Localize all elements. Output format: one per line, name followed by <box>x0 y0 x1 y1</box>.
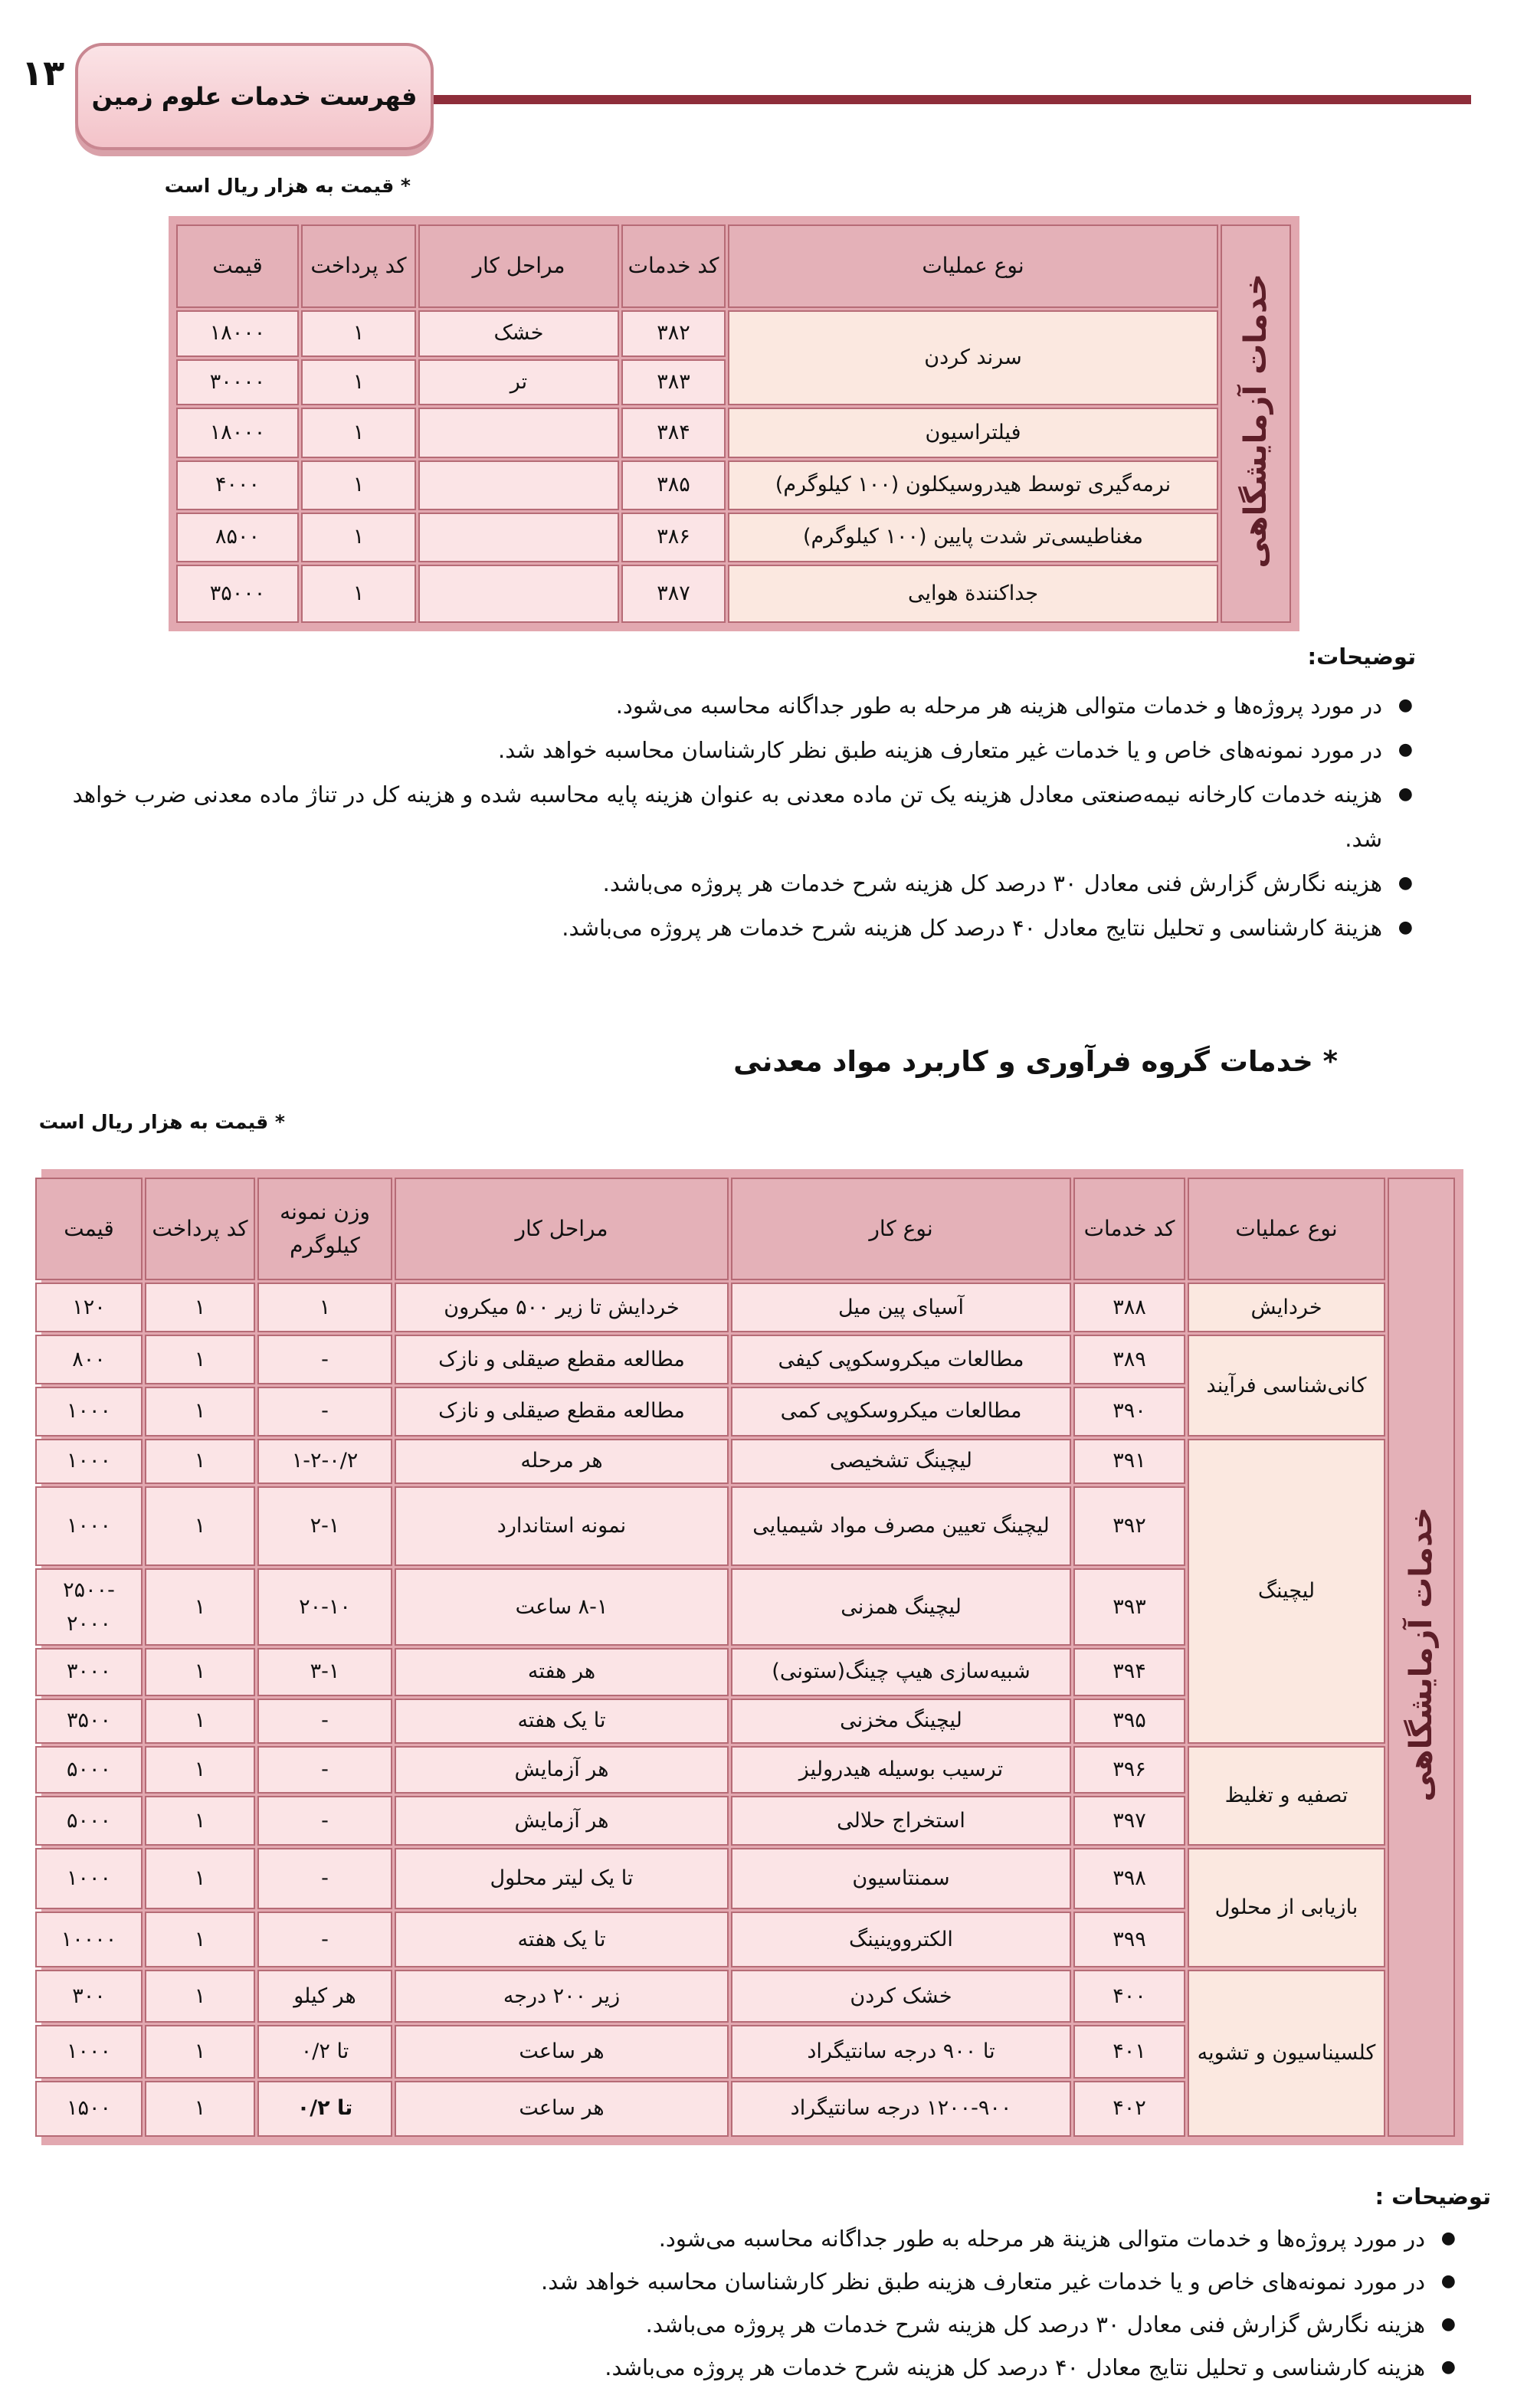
header-rule <box>429 95 1471 104</box>
step-cell <box>418 408 619 457</box>
price-cell: ۱۰۰۰ <box>35 2025 143 2078</box>
step-cell <box>418 565 619 623</box>
step-cell: تا یک هفته <box>395 1912 729 1967</box>
pay-cell: ۱ <box>145 1568 255 1646</box>
step-cell: ۸-۱ ساعت <box>395 1568 729 1646</box>
code-cell: ۳۹۷ <box>1073 1796 1185 1846</box>
pay-cell: ۱ <box>301 408 416 457</box>
price-cell: ۱۸۰۰۰ <box>176 310 299 357</box>
code-cell: ۳۸۸ <box>1073 1283 1185 1332</box>
price-cell: ۱۰۰۰ <box>35 1486 143 1567</box>
price-cell: ۵۰۰۰ <box>35 1746 143 1794</box>
step-cell <box>418 460 619 510</box>
price-cell: ۱۰۰۰ <box>35 1439 143 1484</box>
page-title: فهرست خدمات علوم زمین <box>91 82 418 111</box>
side-label: خدمات آزمایشگاهی <box>1388 1178 1455 2137</box>
pay-cell: ۱ <box>145 1848 255 1909</box>
code-cell: ۳۹۹ <box>1073 1912 1185 1967</box>
list-item: ● در مورد پروژه‌ها و خدمات متوالی هزینة هر مرحله به طور جداگانه محاسبه می‌شود. <box>153 2217 1456 2260</box>
code-cell: ۳۹۶ <box>1073 1746 1185 1794</box>
step-cell: خشک <box>418 310 619 357</box>
price-cell: ۱۰۰۰ <box>35 1848 143 1909</box>
table-row <box>35 1970 1455 2023</box>
operation-cell: فیلتراسیون <box>728 408 1218 457</box>
pay-cell: ۱ <box>301 359 416 406</box>
code-cell: ۳۹۲ <box>1073 1486 1185 1567</box>
price-cell: ۱۸۰۰۰ <box>176 408 299 457</box>
pay-cell: ۱ <box>301 460 416 510</box>
price-unit-note: * قیمت به هزار ریال است <box>38 1111 285 1133</box>
code-cell: ۳۹۰ <box>1073 1387 1185 1437</box>
list-item: ● در مورد پروژه‌ها و خدمات متوالی هزینه هر مرحله به طور جداگانه محاسبه می‌شود. <box>49 683 1413 728</box>
list-item: ● در مورد نمونه‌های خاص و یا خدمات غیر متعارف هزینه طبق نظر کارشناسان محاسبه خواهد شد. <box>49 728 1413 772</box>
weight-cell: - <box>257 1912 392 1967</box>
pay-cell: ۱ <box>145 1387 255 1437</box>
step-cell <box>418 513 619 562</box>
work-type-cell: استخراج حلالی <box>731 1796 1071 1846</box>
list-item: ● هزینه نگارش گزارش فنی معادل ۳۰ درصد کل هزینه شرح خدمات هر پروژه می‌باشد. <box>49 861 1413 906</box>
notes-list <box>49 683 1413 950</box>
code-cell: ۳۹۸ <box>1073 1848 1185 1909</box>
step-cell: هر ساعت <box>395 2025 729 2078</box>
work-type-cell: مطالعات میکروسکوپی کیفی <box>731 1335 1071 1384</box>
work-type-cell: شبیه‌سازی هیپ چینگ(ستونی) <box>731 1648 1071 1696</box>
list-item: ● هزینه خدمات کارخانه نیمه‌صنعتی معادل هزینه یک تن ماده معدنی به عنوان هزینه پایه محاسبه شده و هزینه کل در تناژ ماده معدنی ضرب خواهد شد. <box>49 772 1413 861</box>
code-cell: ۳۹۱ <box>1073 1439 1185 1484</box>
weight-cell: - <box>257 1335 392 1384</box>
step-cell: خردایش تا زیر ۵۰۰ میکرون <box>395 1283 729 1332</box>
notes-title: توضیحات: <box>1307 644 1416 670</box>
work-type-cell: لیچینگ تشخیصی <box>731 1439 1071 1484</box>
code-cell: ۴۰۰ <box>1073 1970 1185 2023</box>
price-cell: -۲۵۰۰ ۲۰۰۰ <box>35 1568 143 1646</box>
code-cell: ۳۸۴ <box>621 408 726 457</box>
weight-cell: - <box>257 1699 392 1744</box>
pay-cell: ۱ <box>145 1699 255 1744</box>
header-price: قیمت <box>35 1178 143 1280</box>
weight-cell: تا ۰/۲ <box>257 2081 392 2137</box>
step-cell: تا یک لیتر محلول <box>395 1848 729 1909</box>
code-cell: ۳۸۹ <box>1073 1335 1185 1384</box>
table-row <box>176 513 1291 562</box>
step-cell: مطالعه مقطع صیقلی و نازک <box>395 1335 729 1384</box>
pay-cell: ۱ <box>145 1912 255 1967</box>
pay-cell: ۱ <box>301 565 416 623</box>
pay-cell: ۱ <box>145 1335 255 1384</box>
code-cell: ۳۹۴ <box>1073 1648 1185 1696</box>
table-row <box>35 1335 1455 1384</box>
operation-cell: مغناطیسی‌تر شدت پایین (۱۰۰ کیلوگرم) <box>728 513 1218 562</box>
header-price: قیمت <box>176 224 299 308</box>
pay-cell: ۱ <box>301 513 416 562</box>
weight-cell: ۲۰-۱۰ <box>257 1568 392 1646</box>
table-row <box>176 565 1291 623</box>
header-operation: نوع عملیات <box>728 224 1218 308</box>
code-cell: ۳۹۵ <box>1073 1699 1185 1744</box>
header-weight: وزن نمونه کیلوگرم <box>257 1178 392 1280</box>
pay-cell: ۱ <box>145 1486 255 1567</box>
pay-cell: ۱ <box>145 1746 255 1794</box>
pay-cell: ۱ <box>145 1283 255 1332</box>
code-cell: ۳۸۳ <box>621 359 726 406</box>
step-cell: تر <box>418 359 619 406</box>
operation-cell: سرند کردن <box>728 310 1218 406</box>
step-cell: هر آزمایش <box>395 1746 729 1794</box>
list-item: ● در مورد نمونه‌های خاص و یا خدمات غیر متعارف هزینه طبق نظر کارشناسان محاسبه خواهد شد. <box>153 2260 1456 2303</box>
weight-cell: ۲-۱ <box>257 1486 392 1567</box>
step-cell: تا یک هفته <box>395 1699 729 1744</box>
pay-cell: ۱ <box>145 1970 255 2023</box>
table-row <box>35 1439 1455 1484</box>
work-type-cell: خشک کردن <box>731 1970 1071 2023</box>
operation-cell: جداکنندة هوایی <box>728 565 1218 623</box>
group-cell: تصفیه و تغلیظ <box>1188 1746 1385 1846</box>
lab-services-table-2 <box>41 1169 1463 2145</box>
step-cell: نمونه استاندارد <box>395 1486 729 1567</box>
price-cell: ۳۰۰۰ <box>35 1648 143 1696</box>
work-type-cell: لیچینگ مخزنی <box>731 1699 1071 1744</box>
work-type-cell: آسیای پین میل <box>731 1283 1071 1332</box>
code-cell: ۴۰۱ <box>1073 2025 1185 2078</box>
step-cell: هر ساعت <box>395 2081 729 2137</box>
code-cell: ۳۸۷ <box>621 565 726 623</box>
work-type-cell: ۱۲۰۰-۹۰۰ درجه سانتیگراد <box>731 2081 1071 2137</box>
pay-cell: ۱ <box>145 1648 255 1696</box>
list-item: ● هزینه کارشناسی و تحلیل نتایج معادل ۴۰ درصد کل هزینه شرح خدمات هر پروژه می‌باشد. <box>153 2346 1456 2389</box>
price-cell: ۵۰۰۰ <box>35 1796 143 1846</box>
code-cell: ۳۹۳ <box>1073 1568 1185 1646</box>
weight-cell: هر کیلو <box>257 1970 392 2023</box>
pay-cell: ۱ <box>145 1439 255 1484</box>
code-cell: ۳۸۶ <box>621 513 726 562</box>
header-work-type: نوع کار <box>731 1178 1071 1280</box>
group-cell: خردایش <box>1188 1283 1385 1332</box>
group-cell: کلسیناسیون و تشویه <box>1188 1970 1385 2137</box>
work-type-cell: ترسیب بوسیله هیدرولیز <box>731 1746 1071 1794</box>
page-title-tab <box>75 43 434 150</box>
work-type-cell: الکترووینینگ <box>731 1912 1071 1967</box>
weight-cell: ۱ <box>257 1283 392 1332</box>
list-item: ● هزینه نگارش گزارش فنی معادل ۳۰ درصد کل هزینه شرح خدمات هر پروژه می‌باشد. <box>153 2303 1456 2346</box>
table-row <box>35 1746 1455 1794</box>
work-type-cell: لیچینگ تعیین مصرف مواد شیمیایی <box>731 1486 1071 1567</box>
header-steps: مراحل کار <box>395 1178 729 1280</box>
header-steps: مراحل کار <box>418 224 619 308</box>
weight-cell: ۱-۲-۰/۲ <box>257 1439 392 1484</box>
group-cell: لیچینگ <box>1188 1439 1385 1744</box>
table-row <box>176 460 1291 510</box>
weight-cell: ۳-۱ <box>257 1648 392 1696</box>
code-cell: ۳۸۵ <box>621 460 726 510</box>
price-cell: ۱۰۰۰ <box>35 1387 143 1437</box>
table-row <box>35 1848 1455 1909</box>
notes-list <box>153 2217 1456 2389</box>
code-cell: ۴۰۲ <box>1073 2081 1185 2137</box>
price-cell: ۸۰۰ <box>35 1335 143 1384</box>
price-cell: ۱۰۰۰۰ <box>35 1912 143 1967</box>
work-type-cell: سمنتاسیون <box>731 1848 1071 1909</box>
step-cell: هر هفته <box>395 1648 729 1696</box>
list-item: ● هزینة کارشناسی و تحلیل نتایج معادل ۴۰ درصد کل هزینه شرح خدمات هر پروژه می‌باشد. <box>49 906 1413 950</box>
table-row <box>176 408 1291 457</box>
table-row <box>35 1283 1455 1332</box>
weight-cell: - <box>257 1796 392 1846</box>
price-cell: ۳۵۰۰ <box>35 1699 143 1744</box>
weight-cell: - <box>257 1387 392 1437</box>
step-cell: هر مرحله <box>395 1439 729 1484</box>
work-type-cell: لیچینگ همزنی <box>731 1568 1071 1646</box>
price-unit-note: * قیمت به هزار ریال است <box>164 175 411 197</box>
work-type-cell: مطالعات میکروسکوپی کمی <box>731 1387 1071 1437</box>
notes-title: توضیحات : <box>1375 2184 1491 2210</box>
group-cell: بازیابی از محلول <box>1188 1848 1385 1967</box>
code-cell: ۳۸۲ <box>621 310 726 357</box>
side-label: خدمات آزمایشگاهی <box>1221 224 1291 623</box>
lab-services-table-1 <box>169 216 1299 631</box>
section-title: * خدمات گروه فرآوری و کاربرد مواد معدنی <box>733 1045 1338 1078</box>
header-service-code: کد خدمات <box>621 224 726 308</box>
step-cell: هر آزمایش <box>395 1796 729 1846</box>
header-operation: نوع عملیات <box>1188 1178 1385 1280</box>
table-row <box>176 310 1291 357</box>
weight-cell: تا ۰/۲ <box>257 2025 392 2078</box>
page-number: ۱۳ <box>21 52 65 93</box>
header-service-code: کد خدمات <box>1073 1178 1185 1280</box>
pay-cell: ۱ <box>301 310 416 357</box>
work-type-cell: تا ۹۰۰ درجه سانتیگراد <box>731 2025 1071 2078</box>
header-payment-code: کد پرداخت <box>301 224 416 308</box>
price-cell: ۳۰۰۰۰ <box>176 359 299 406</box>
price-cell: ۱۵۰۰ <box>35 2081 143 2137</box>
price-cell: ۴۰۰۰ <box>176 460 299 510</box>
price-cell: ۳۰۰ <box>35 1970 143 2023</box>
group-cell: کانی‌شناسی فرآیند <box>1188 1335 1385 1437</box>
price-cell: ۱۲۰ <box>35 1283 143 1332</box>
step-cell: زیر ۲۰۰ درجه <box>395 1970 729 2023</box>
price-cell: ۳۵۰۰۰ <box>176 565 299 623</box>
operation-cell: نرمه‌گیری توسط هیدروسیکلون (۱۰۰ کیلوگرم) <box>728 460 1218 510</box>
weight-cell: - <box>257 1848 392 1909</box>
pay-cell: ۱ <box>145 2081 255 2137</box>
step-cell: مطالعه مقطع صیقلی و نازک <box>395 1387 729 1437</box>
pay-cell: ۱ <box>145 2025 255 2078</box>
weight-cell: - <box>257 1746 392 1794</box>
price-cell: ۸۵۰۰ <box>176 513 299 562</box>
pay-cell: ۱ <box>145 1796 255 1846</box>
header-payment-code: کد پرداخت <box>145 1178 255 1280</box>
